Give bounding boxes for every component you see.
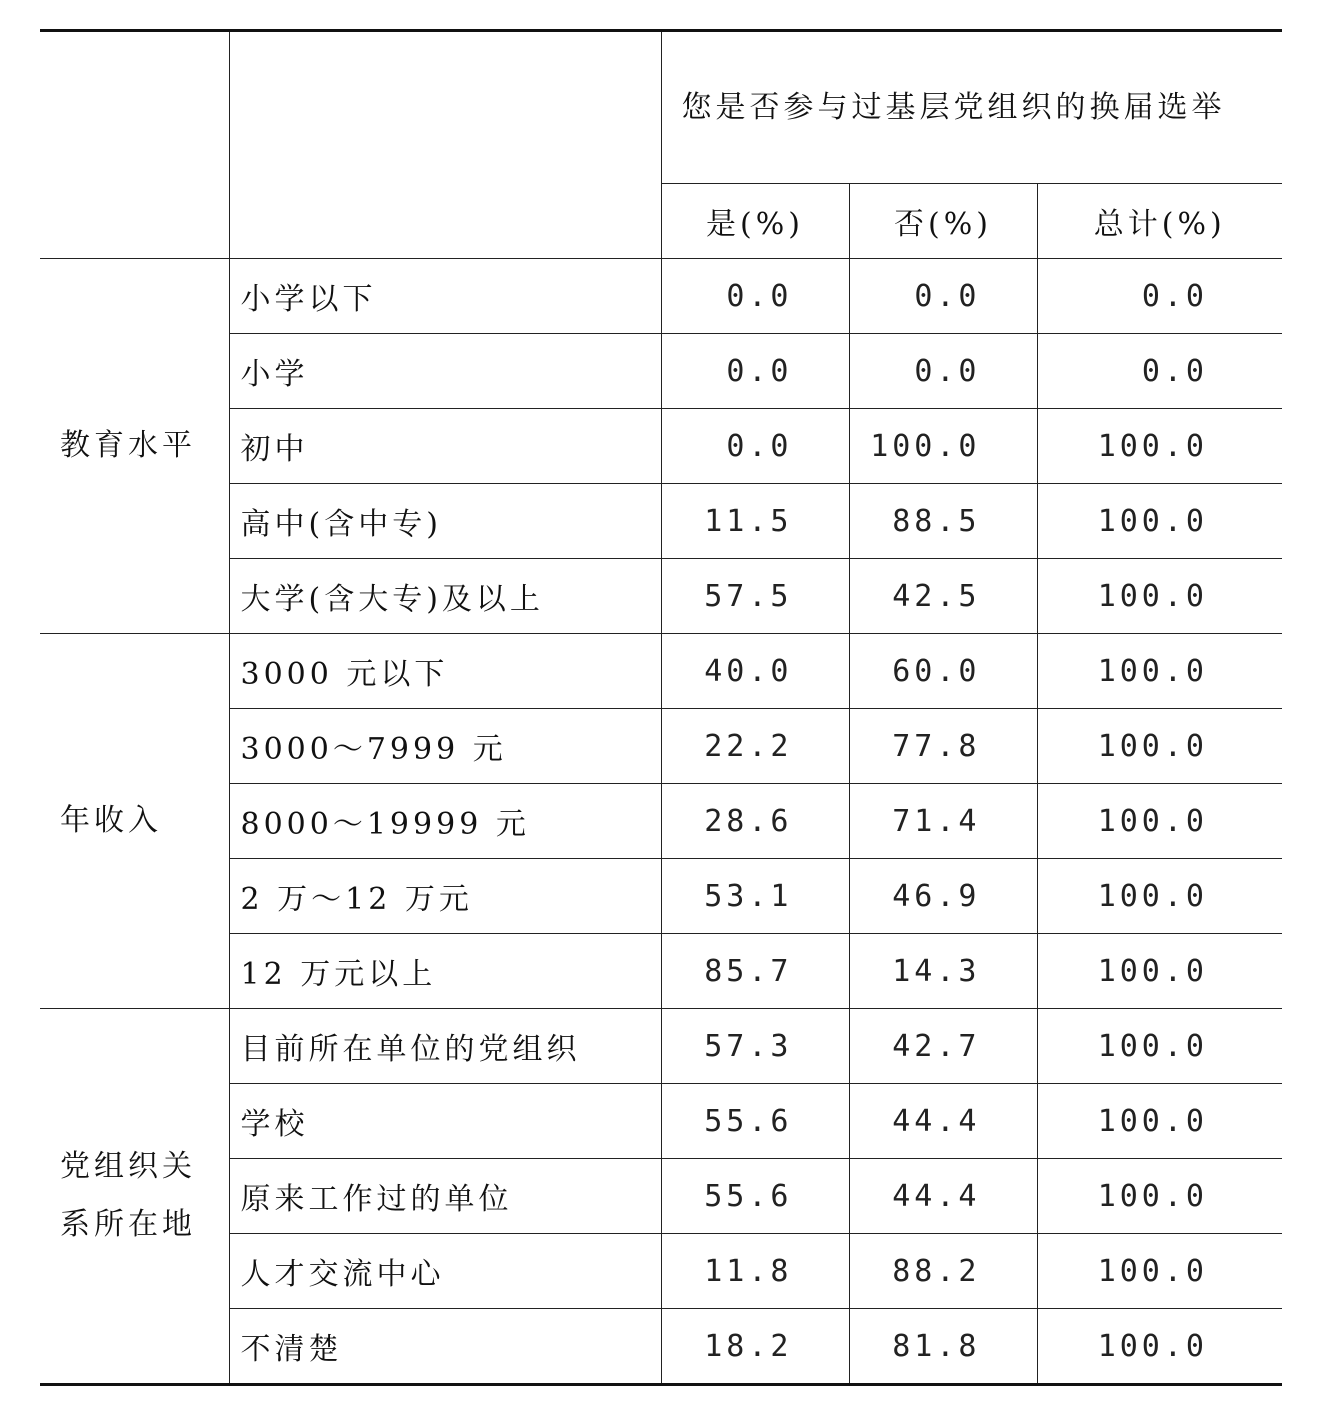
- cell-yes: 0.0: [661, 259, 849, 334]
- row-label: 3000 元以下: [229, 634, 661, 709]
- cell-total: 100.0: [1037, 934, 1282, 1009]
- header-empty-category: [229, 31, 661, 259]
- cell-total: 100.0: [1037, 1234, 1282, 1309]
- survey-table: [40, 29, 1282, 1386]
- group-label-education: 教育水平: [40, 259, 229, 634]
- row-label: 小学: [229, 334, 661, 409]
- cell-no: 14.3: [849, 934, 1037, 1009]
- cell-no: 0.0: [849, 334, 1037, 409]
- cell-yes: 0.0: [661, 334, 849, 409]
- row-label: 小学以下: [229, 259, 661, 334]
- cell-no: 88.5: [849, 484, 1037, 559]
- cell-yes: 18.2: [661, 1309, 849, 1385]
- cell-yes: 0.0: [661, 409, 849, 484]
- header-row-question: [40, 31, 1282, 184]
- row-label: 学校: [229, 1084, 661, 1159]
- col-header-total: 总计(%): [1037, 184, 1282, 259]
- cell-yes: 28.6: [661, 784, 849, 859]
- cell-total: 100.0: [1037, 559, 1282, 634]
- row-label: 12 万元以上: [229, 934, 661, 1009]
- col-header-yes: 是(%): [661, 184, 849, 259]
- row-label: 目前所在单位的党组织: [229, 1009, 661, 1084]
- row-label: 初中: [229, 409, 661, 484]
- row-label: 人才交流中心: [229, 1234, 661, 1309]
- cell-no: 77.8: [849, 709, 1037, 784]
- cell-yes: 40.0: [661, 634, 849, 709]
- cell-yes: 22.2: [661, 709, 849, 784]
- cell-no: 71.4: [849, 784, 1037, 859]
- group-label-income: 年收入: [40, 634, 229, 1009]
- cell-total: 100.0: [1037, 709, 1282, 784]
- cell-total: 100.0: [1037, 484, 1282, 559]
- cell-no: 44.4: [849, 1159, 1037, 1234]
- row-label: 不清楚: [229, 1309, 661, 1385]
- cell-no: 100.0: [849, 409, 1037, 484]
- cell-total: 100.0: [1037, 409, 1282, 484]
- cell-yes: 11.5: [661, 484, 849, 559]
- cell-total: 100.0: [1037, 784, 1282, 859]
- cell-yes: 57.3: [661, 1009, 849, 1084]
- col-header-no: 否(%): [849, 184, 1037, 259]
- cell-total: 100.0: [1037, 859, 1282, 934]
- cell-total: 0.0: [1037, 259, 1282, 334]
- question-header: 您是否参与过基层党组织的换届选举: [661, 31, 1282, 184]
- cell-total: 100.0: [1037, 1009, 1282, 1084]
- cell-yes: 55.6: [661, 1084, 849, 1159]
- table-row: [40, 259, 1282, 334]
- cell-no: 42.7: [849, 1009, 1037, 1084]
- cell-no: 88.2: [849, 1234, 1037, 1309]
- cell-yes: 53.1: [661, 859, 849, 934]
- cell-no: 46.9: [849, 859, 1037, 934]
- row-label: 原来工作过的单位: [229, 1159, 661, 1234]
- cell-no: 44.4: [849, 1084, 1037, 1159]
- table-row: [40, 634, 1282, 709]
- row-label: 8000～19999 元: [229, 784, 661, 859]
- cell-no: 81.8: [849, 1309, 1037, 1385]
- cell-total: 100.0: [1037, 1159, 1282, 1234]
- cell-total: 100.0: [1037, 1084, 1282, 1159]
- cell-total: 0.0: [1037, 334, 1282, 409]
- cell-yes: 55.6: [661, 1159, 849, 1234]
- cell-yes: 57.5: [661, 559, 849, 634]
- table-row: [40, 1009, 1282, 1084]
- cell-total: 100.0: [1037, 634, 1282, 709]
- cell-no: 0.0: [849, 259, 1037, 334]
- row-label: 高中(含中专): [229, 484, 661, 559]
- cell-no: 60.0: [849, 634, 1037, 709]
- cell-yes: 85.7: [661, 934, 849, 1009]
- row-label: 大学(含大专)及以上: [229, 559, 661, 634]
- group-label-party-org-location: 党组织关系所在地: [40, 1009, 229, 1385]
- header-empty-group: [40, 31, 229, 259]
- cell-total: 100.0: [1037, 1309, 1282, 1385]
- cell-yes: 11.8: [661, 1234, 849, 1309]
- row-label: 3000～7999 元: [229, 709, 661, 784]
- cell-no: 42.5: [849, 559, 1037, 634]
- row-label: 2 万～12 万元: [229, 859, 661, 934]
